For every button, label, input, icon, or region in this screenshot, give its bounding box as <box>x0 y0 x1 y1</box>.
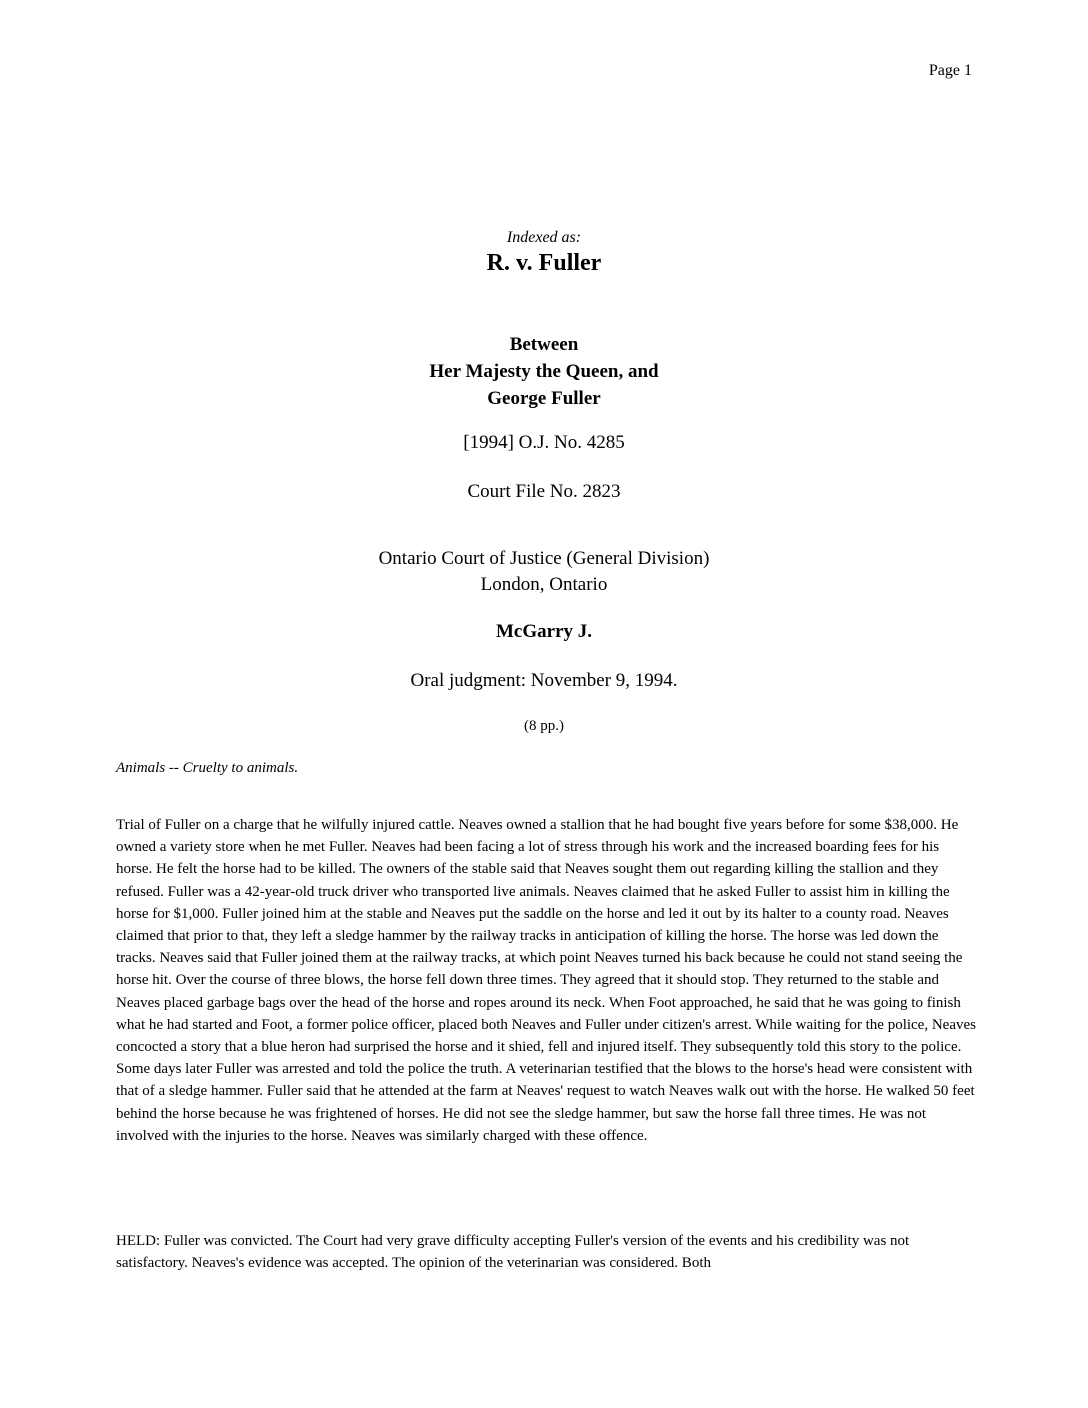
indexed-as-label: Indexed as: <box>506 229 582 246</box>
between-label: Between <box>509 334 579 355</box>
page-count: (8 pp.) <box>524 718 564 734</box>
court-location: London, Ontario <box>480 574 608 595</box>
court-block <box>0 546 1088 598</box>
citation: [1994] O.J. No. 4285 <box>463 432 625 453</box>
held-paragraph: HELD: Fuller was convicted. The Court had very grave difficulty accepting Fuller's version of the events and his credibility was not satisfactory. Neaves's evidence was accepted. The opinion of the veterinarian was considered. Both <box>116 1233 910 1272</box>
case-summary-paragraph: Trial of Fuller on a charge that he wilfully injured cattle. Neaves owned a stallion that he had bought five years before for some $38,000. He owned a variety store when he met Fuller. Neaves had been facing a lot of stress through his work and the increased boarding fees for his horse. He felt the horse had to be killed. The owners of the stable said that Neaves sought them out regarding killing the stallion and they refused. Fuller was a 42-year-old truck driver who transported live animals. Neaves claimed that he asked Fuller to assist him in killing the horse for $1,000. Fuller joined him at the stable and Neaves put the saddle on the horse and led it out by its halter to a county road. Neaves claimed that prior to that, they left a sledge hammer by the railway tracks in anticipation of killing the horse. The horse was led down the tracks. Neaves said that Fuller joined them at the railway tracks, at which point Neaves turned his back because he could not stand seeing the horse hit. Over the course of three blows, the horse fell down three times. They agreed that it should stop. They returned to the stable and Neaves placed garbage bags over the head of the horse and ropes around its neck. When Foot approached, he said that he was going to finish what he had started and Foot, a former police officer, placed both Neaves and Fuller under citizen's arrest. While waiting for the police, Neaves concocted a story that a blue heron had surprised the horse and it shied, fell and injured itself. They subsequently told this story to the police. Some days later Fuller was arrested and told the police the truth. A veterinarian testified that the blows to the horse's head were consistent with that of a sledge hammer. Fuller said that he attended at the farm at Neaves' request to watch Neaves walk out with the horse. He walked 50 feet behind the horse because he was frightened of horses. He did not see the sledge hammer, but saw the horse fall three times. He was not involved with the injuries to the horse. Neaves was similarly charged with these offence. <box>116 817 976 1144</box>
court-file-number: Court File No. 2823 <box>467 481 621 502</box>
judge-name: McGarry J. <box>495 621 592 642</box>
parties-block <box>0 331 1088 412</box>
case-title: R. v. Fuller <box>486 250 602 276</box>
court-name: Ontario Court of Justice (General Division) <box>378 548 710 569</box>
page-number: Page 1 <box>928 62 972 79</box>
subject-heading: Animals -- Cruelty to animals. <box>116 760 299 776</box>
judgment-date: Oral judgment: November 9, 1994. <box>410 670 678 691</box>
party-crown: Her Majesty the Queen, and <box>429 361 659 382</box>
party-accused: George Fuller <box>487 388 601 409</box>
